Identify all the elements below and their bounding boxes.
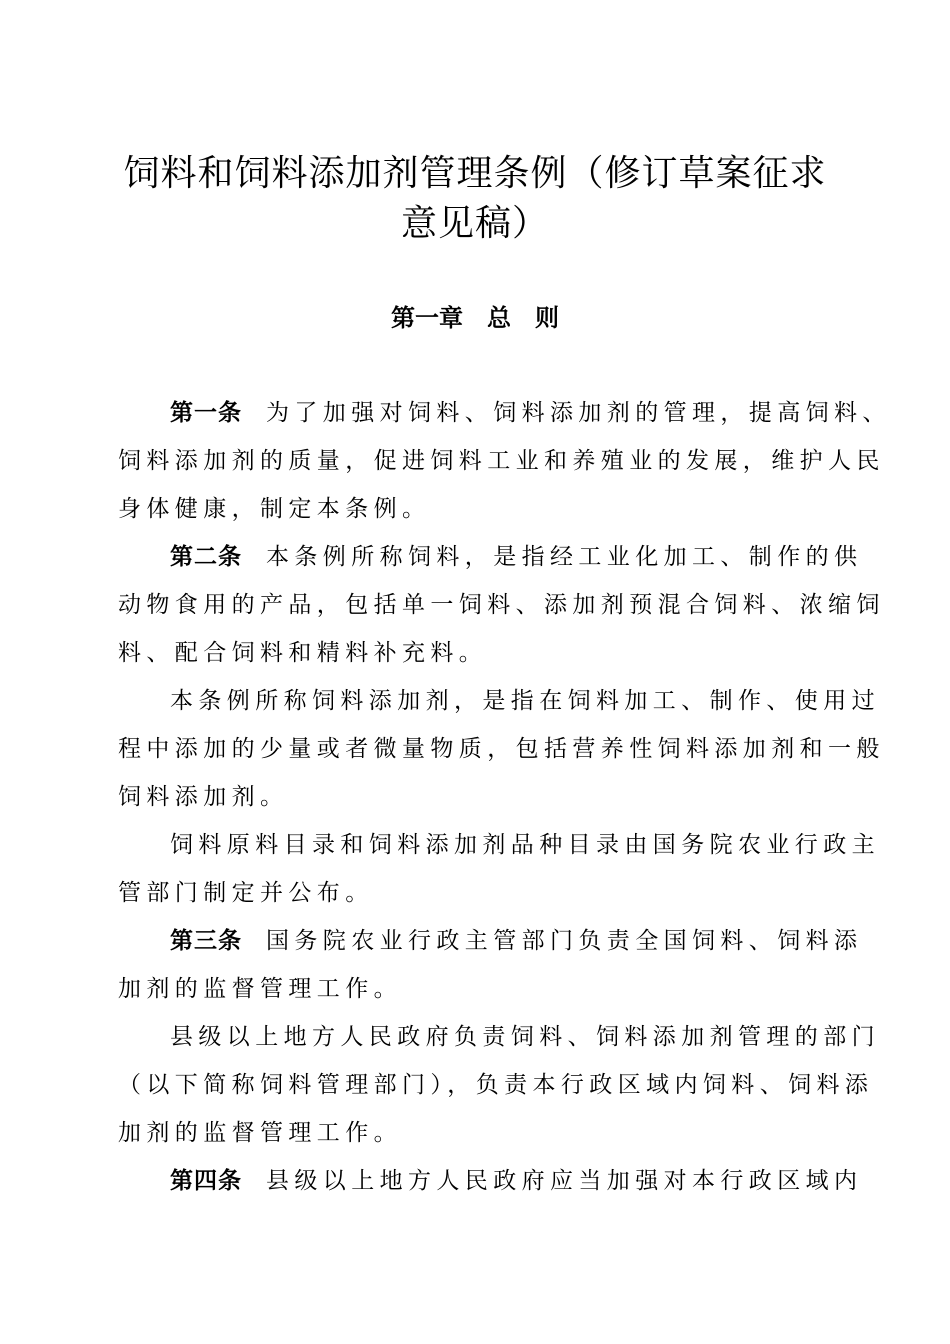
paragraph-line xyxy=(170,537,863,577)
paragraph-line: 程中添加的少量或者微量物质，包括营养性饲料添加剂和一般 xyxy=(118,736,885,762)
article-label: 第一条 xyxy=(170,400,242,426)
paragraph-line: 管部门制定并公布。 xyxy=(118,880,374,906)
paragraph-line: 饲料原料目录和饲料添加剂品种目录由国务院农业行政主 xyxy=(170,832,880,858)
paragraph-line: 县级以上地方人民政府负责饲料、饲料添加剂管理的部门 xyxy=(170,1024,880,1050)
paragraph-line: 加剂的监督管理工作。 xyxy=(118,976,402,1002)
paragraph-line: 饲料添加剂。 xyxy=(118,784,289,810)
line-text: 国务院农业行政主管部门负责全国饲料、饲料添 xyxy=(266,928,863,954)
paragraph-line: 饲料添加剂的质量，促进饲料工业和养殖业的发展，维护人民 xyxy=(118,448,885,474)
paragraph-line: 料、配合饲料和精料补充料。 xyxy=(118,640,488,666)
paragraph-line xyxy=(170,1161,863,1201)
paragraph-line: 动物食用的产品，包括单一饲料、添加剂预混合饲料、浓缩饲 xyxy=(118,592,885,618)
document-title-line-2: 意见稿） xyxy=(400,203,549,244)
paragraph-line xyxy=(170,921,863,961)
chapter-heading: 第一章 总 则 xyxy=(391,304,559,332)
paragraph-line: 身体健康，制定本条例。 xyxy=(118,496,431,522)
article-label: 第三条 xyxy=(170,928,242,954)
line-text: 为了加强对饲料、饲料添加剂的管理，提高饲料、 xyxy=(266,400,891,426)
article-label: 第二条 xyxy=(170,544,242,570)
document-title-line-1: 饲料和饲料添加剂管理条例（修订草案征求 xyxy=(123,153,827,194)
paragraph-line: 加剂的监督管理工作。 xyxy=(118,1120,402,1146)
paragraph-line: （以下简称饲料管理部门），负责本行政区域内饲料、饲料添 xyxy=(118,1072,874,1098)
paragraph-line: 本条例所称饲料添加剂，是指在饲料加工、制作、使用过 xyxy=(170,688,880,714)
line-text: 县级以上地方人民政府应当加强对本行政区域内 xyxy=(266,1168,863,1194)
article-label: 第四条 xyxy=(170,1168,242,1194)
paragraph-line xyxy=(170,393,891,433)
line-text: 本条例所称饲料，是指经工业化加工、制作的供 xyxy=(266,544,863,570)
